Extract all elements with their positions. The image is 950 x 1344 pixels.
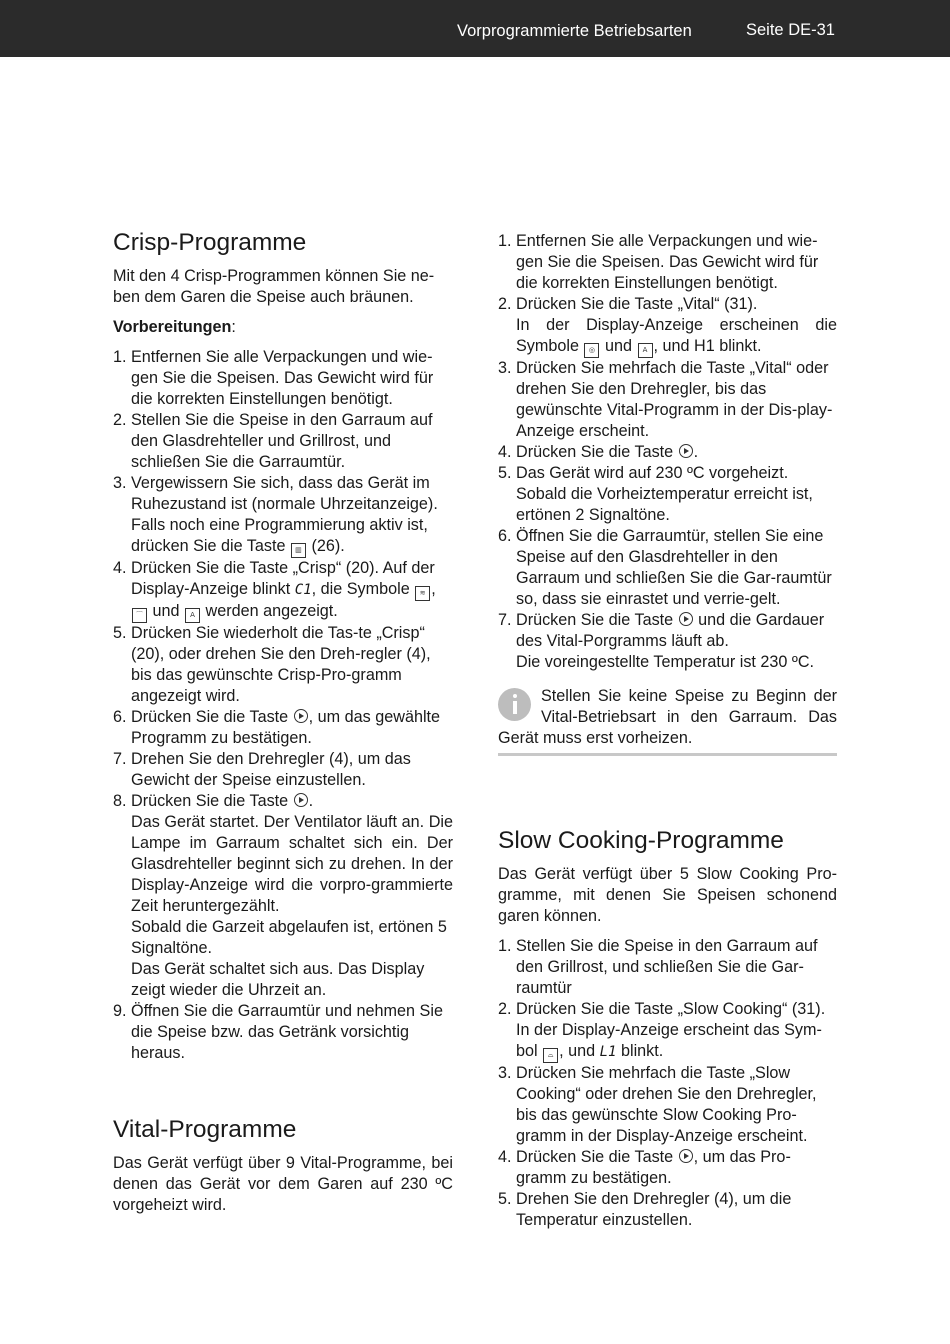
crisp-step-detail: Das Gerät startet. Der Ventilator läuft an. Die Lampe im Garraum schaltet sich ein. Der Glasdrehteller beginnt sich zu drehen. In der Display-Anzeige wird die vorpro-grammierte Zeit heruntergezählt. [131, 813, 453, 915]
display-code: C1 [294, 582, 312, 598]
vital-step-text: und [604, 337, 632, 355]
vital-step-detail: Sobald die Vorheiztemperatur erreicht ist, ertönen 2 Signaltöne. [516, 485, 813, 524]
slow-step-1 [516, 936, 837, 999]
crisp-step-text: Vergewissern Sie sich, dass das Gerät im Ruhezustand ist (normale Uhrzeitanzeige). Falls noch eine Programmierung aktiv ist, drücken Sie die Taste [131, 474, 438, 555]
crisp-steps [113, 347, 453, 1064]
start-key-icon [294, 709, 308, 723]
slow-step-3 [516, 1063, 837, 1147]
vital-step-text: Öffnen Sie die Garraumtür, stellen Sie eine Speise auf den Glasdrehteller in den Garraum und schließen Sie die Gar-raumtür so, dass sie einrastet und verrie-gelt. [516, 527, 832, 608]
slow-step-text: blinkt. [620, 1042, 664, 1060]
vital-steps [498, 231, 837, 673]
crisp-step-5 [131, 623, 453, 707]
vital-intro: Das Gerät verfügt über 9 Vital-Programme, bei denen das Gerät vor dem Garen auf 230 ºC vorgeheizt wird. [113, 1154, 453, 1214]
vital-note [498, 686, 837, 756]
slow-step-text: Stellen Sie die Speise in den Garraum auf den Grillrost, und schließen Sie die Gar-raumtür [516, 937, 818, 997]
auto-symbol-icon: A [638, 343, 653, 358]
slow-step-text: Drehen Sie den Drehregler (4), um die Temperatur einzustellen. [516, 1190, 792, 1229]
vital-step-7 [516, 610, 837, 673]
crisp-step-text: Drücken Sie die Taste [131, 792, 289, 810]
vital-step-text: Das Gerät wird auf 230 ºC vorgeheizt. [516, 464, 789, 482]
slow-step-text: , und [559, 1042, 596, 1060]
vital-step-text: , und H1 blinkt. [653, 337, 762, 355]
crisp-step-text: . [308, 792, 314, 810]
crisp-step-7 [131, 749, 453, 791]
crisp-step-text: (26). [311, 537, 345, 555]
slow-step-text: Drücken Sie mehrfach die Taste „Slow Cooking“ oder drehen Sie den Drehregler, bis das gewünschte Slow Cooking Pro-gramm in der Display-Anzeige erscheint. [516, 1064, 817, 1145]
crisp-step-detail: Sobald die Garzeit abgelaufen ist, ertönen 5 Signaltöne. [131, 918, 447, 957]
crisp-prep-label: Vorbereitungen [113, 318, 232, 336]
vital-step-text: Entfernen Sie alle Verpackungen und wie-gen Sie die Speisen. Das Gewicht wird für die korrekten Einstellungen benötigt. [516, 232, 819, 292]
vital-step-1 [516, 231, 837, 294]
vital-step-text: Drücken Sie die Taste „Vital“ (31). [516, 295, 758, 313]
vital-step-5 [516, 463, 837, 526]
slow-heading: Slow Cooking-Programme [498, 827, 784, 854]
vital-note-text: Stellen Sie keine Speise zu Beginn der Vital-Betriebsart in den Garraum. Das Gerät muss erst vorheizen. [498, 687, 837, 747]
crisp-step-text: Entfernen Sie alle Verpackungen und wie-gen Sie die Speisen. Das Gewicht wird für die korrekten Einstellungen benötigt. [131, 348, 434, 408]
display-code: L1 [599, 1044, 617, 1060]
start-key-icon [679, 612, 693, 626]
start-key-icon [679, 1149, 693, 1163]
crisp-step-text: , [431, 580, 436, 598]
vital-step-text: . [693, 443, 699, 461]
stop-key-icon: ▥ [291, 543, 306, 558]
crisp-step-text: Drehen Sie den Drehregler (4), um das Gewicht der Speise einzustellen. [131, 750, 411, 789]
section-title: Vorprogrammierte Betriebsarten [457, 22, 692, 40]
crisp-step-text: , die Symbole [311, 580, 410, 598]
vital-step-text: Drücken Sie die Taste [516, 443, 674, 461]
vital-step-4 [516, 442, 837, 463]
crisp-step-text: Drücken Sie die Taste „Crisp“ (20). Auf der Display-Anzeige blinkt [131, 559, 435, 598]
vital-step-detail: Die voreingestellte Temperatur ist 230 ºC. [516, 653, 815, 671]
vital-step-detail [516, 315, 837, 358]
vital-step-2 [516, 294, 837, 358]
crisp-step-text: Drücken Sie wiederholt die Tas-te „Crisp“ (20), oder drehen Sie den Dreh-regler (4), bis das gewünschte Crisp-Pro-gramm angezeigt wird. [131, 624, 431, 705]
crisp-intro: Mit den 4 Crisp-Programmen können Sie ne-ben dem Garen die Speise auch bräunen. [113, 267, 435, 306]
crisp-symbol-icon: ≋ [415, 586, 430, 601]
crisp-step-text: und [152, 602, 180, 620]
oven-symbol-icon: ⌓ [543, 1048, 558, 1063]
slow-step-text: Drücken Sie die Taste „Slow Cooking“ (31). [516, 1000, 826, 1018]
page-header [0, 0, 950, 57]
crisp-step-9 [131, 1001, 453, 1064]
crisp-step-detail: Das Gerät schaltet sich aus. Das Display zeigt wieder die Uhrzeit an. [131, 960, 425, 999]
start-key-icon [294, 793, 308, 807]
crisp-step-6 [131, 707, 453, 749]
vital-symbol-icon: ◎ [584, 343, 599, 358]
vital-step-text: und die Gardauer des Vital-Porgramms läuft ab. [516, 611, 825, 650]
crisp-step-3 [131, 473, 453, 558]
vital-step-text: Drücken Sie mehrfach die Taste „Vital“ oder drehen Sie den Drehregler, bis das gewünschte Vital-Programm in der Dis-play-Anzeige erscheint. [516, 359, 833, 440]
slow-step-text: , um das Pro-gramm zu bestätigen. [516, 1148, 791, 1187]
crisp-step-4 [131, 558, 453, 623]
slow-step-detail [516, 1020, 837, 1063]
crisp-step-text: Drücken Sie die Taste [131, 708, 289, 726]
crisp-step-2 [131, 410, 453, 473]
vital-step-3 [516, 358, 837, 442]
vital-heading: Vital-Programme [113, 1116, 297, 1143]
info-icon [498, 688, 531, 721]
crisp-step-text: werden angezeigt. [205, 602, 338, 620]
page-number: Seite DE-31 [746, 21, 835, 39]
vital-step-text: In der Display-Anzeige erscheinen die Symbole [516, 316, 837, 355]
slow-step-5 [516, 1189, 837, 1231]
vital-step-text: Drücken Sie die Taste [516, 611, 674, 629]
slow-step-4 [516, 1147, 837, 1189]
right-column [498, 231, 837, 1231]
crisp-step-8 [131, 791, 453, 1001]
auto-symbol-icon: A [185, 608, 200, 623]
slow-step-text: Drücken Sie die Taste [516, 1148, 674, 1166]
crisp-step-1 [131, 347, 453, 410]
crisp-step-text: , um das gewählte Programm zu bestätigen. [131, 708, 441, 747]
crisp-step-text: Stellen Sie die Speise in den Garraum auf den Glasdrehteller und Grillrost, und schließen Sie die Garraumtür. [131, 411, 433, 471]
slow-step-text: In der Display-Anzeige erscheint das Sym-bol [516, 1021, 822, 1060]
crisp-prep [113, 317, 453, 338]
slow-step-2 [516, 999, 837, 1063]
crisp-step-text: Öffnen Sie die Garraumtür und nehmen Sie die Speise bzw. das Getränk vorsichtig heraus. [131, 1002, 443, 1062]
grill-symbol-icon: ⌒ [132, 608, 147, 623]
start-key-icon [679, 444, 693, 458]
left-column [113, 228, 453, 1225]
slow-steps [498, 936, 837, 1231]
crisp-heading: Crisp-Programme [113, 229, 307, 256]
slow-intro: Das Gerät verfügt über 5 Slow Cooking Pro-gramme, mit denen Sie Speisen schonend garen können. [498, 865, 837, 925]
crisp-prep-colon: : [231, 318, 236, 336]
vital-step-6 [516, 526, 837, 610]
